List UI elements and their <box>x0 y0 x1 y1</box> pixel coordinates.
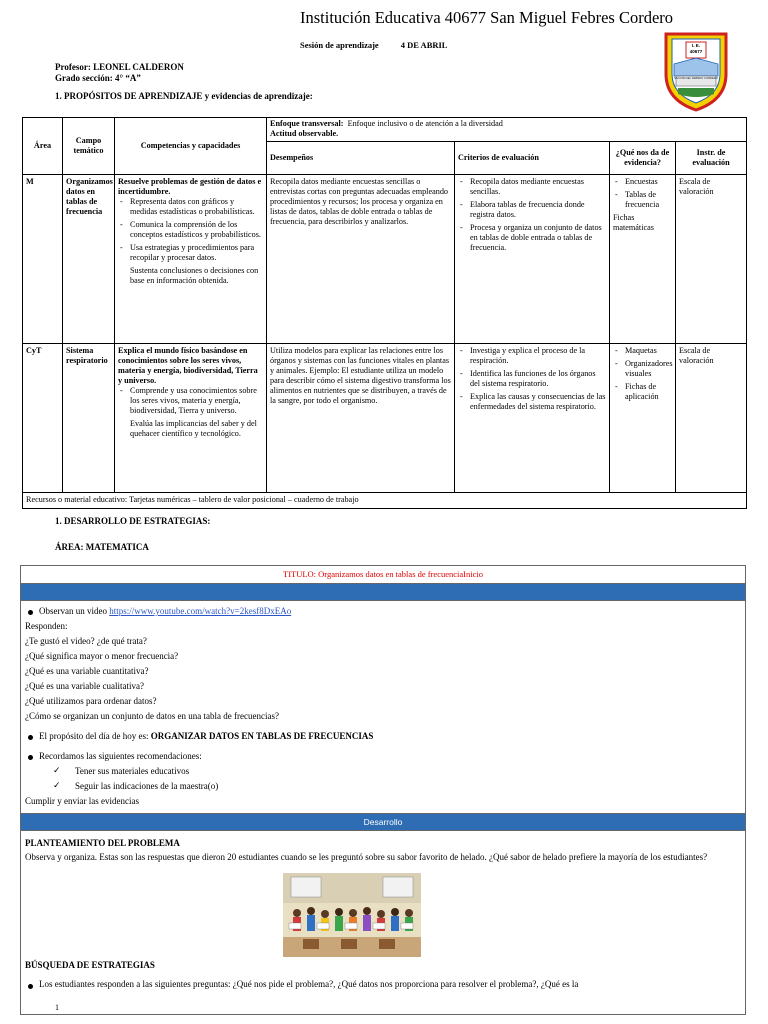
proposito-line: El propósito del día de hoy es: ORGANIZAR DATOS EN TABLAS DE FRECUENCIAS <box>25 729 741 744</box>
evidencia-item: - Tablas de frecuencia <box>613 190 672 210</box>
instrumento: Escala de valoración <box>676 344 747 493</box>
planteamiento-title: PLANTEAMIENTO DEL PROBLEMA <box>25 838 180 848</box>
desarrollo-bar: Desarrollo <box>21 813 745 831</box>
session-box <box>20 565 746 1015</box>
row-area: M <box>26 177 34 186</box>
session-date: 4 DE ABRIL <box>400 40 448 50</box>
criterio-item: - Elabora tablas de frecuencia donde registra datos. <box>458 200 606 220</box>
page-number: 1 <box>55 1003 59 1012</box>
question-item: ¿Qué es una variable cualitativa? <box>25 681 144 691</box>
header-instrumento: Instr. de evaluación <box>676 142 747 175</box>
criterio-item: - Procesa y organiza un conjunto de datos en tablas de doble entrada o tablas de frecuencia. <box>458 223 606 253</box>
question-item: ¿Qué es una variable cuantitativa? <box>25 666 149 676</box>
cumplir-line: Cumplir y enviar las evidencias <box>25 796 139 806</box>
school-logo <box>662 30 730 112</box>
criterio-item: - Explica las causas y consecuencias de las enfermedades del sistema respiratorio. <box>458 392 606 412</box>
competencia-title: Resuelve problemas de gestión de datos e incertidumbre. <box>118 177 262 196</box>
recomendacion-item: ✓ Tener sus materiales educativos <box>25 764 741 779</box>
capacidad-item: - Representa datos con gráficos y medidas estadísticas o probabilísticas. <box>118 197 263 217</box>
evidencia-item: - Fichas de aplicación <box>613 382 672 402</box>
row-area: CyT <box>26 346 42 355</box>
competencia-extra: Evalúa las implicancias del saber y del quehacer científico y tecnológico. <box>130 419 257 438</box>
evidencia-item: - Encuestas <box>613 177 672 187</box>
area-title: ÁREA: MATEMATICA <box>55 542 149 552</box>
capacidad-item: - Comunica la comprensión de los conceptos estadísticos y probabilísticos. <box>118 220 263 240</box>
teacher-info <box>55 62 184 84</box>
video-line: Observan un video https://www.youtube.com/watch?v=2kesf8DxEAo <box>25 604 741 619</box>
logo-band: SAN MIGUEL FEBRES CORDERO <box>673 76 719 80</box>
inicio-bar <box>21 584 745 601</box>
planteamiento-text: Observa y organiza. Estas son las respuestas que dieron 20 estudiantes cuando se les preguntó sobre su sabor favorito de helado. ¿Qué sabor de helado prefiere la mayoría de los estudiantes? <box>25 852 708 862</box>
recordamos-line: Recordamos las siguientes recomendaciones: <box>25 749 741 764</box>
grade-section: Grado sección: 4° “A” <box>55 73 141 83</box>
institution-title: Institución Educativa 40677 San Miguel Febres Cordero <box>300 8 674 27</box>
evidencia-item: - Organizadores visuales <box>613 359 672 379</box>
capacidad-item: - Comprende y usa conocimientos sobre los seres vivos, materia y energía, biodiversidad, Tierra y universo. <box>118 386 263 416</box>
section1-title: 1. PROPÓSITOS DE APRENDIZAJE y evidencias de aprendizaje: <box>55 91 313 101</box>
recomendacion-item: ✓ Seguir las indicaciones de la maestra(o) <box>25 779 741 794</box>
learning-purposes-table <box>22 117 747 509</box>
header-area: Área <box>23 118 63 175</box>
header-enfoque: Enfoque transversal: Enfoque inclusivo o de atención a la diversidad Actitud observable. <box>267 118 747 142</box>
criterio-item: - Recopila datos mediante encuestas sencillas. <box>458 177 606 197</box>
header-criterios: Criterios de evaluación <box>455 142 610 175</box>
instrumento: Escala de valoración <box>676 175 747 344</box>
evidencia-item: - Maquetas <box>613 346 672 356</box>
table-row <box>23 344 747 493</box>
row-campo: Sistema respiratorio <box>66 346 108 365</box>
teacher-name: Profesor: LEONEL CALDERON <box>55 62 184 72</box>
competencia-extra: Sustenta conclusiones o decisiones con base en información obtenida. <box>130 266 259 285</box>
header-campo: Campo temático <box>63 118 115 175</box>
busqueda-text: Los estudiantes responden a las siguientes preguntas: ¿Qué nos pide el problema?, ¿Qué datos nos proporciona para resolver el problema?, ¿Qué es la <box>25 978 741 990</box>
logo-text: I. E. 40677 <box>689 43 703 54</box>
row-campo: Organizamos datos en tablas de frecuencia <box>66 177 113 216</box>
criterio-item: - Investiga y explica el proceso de la respiración. <box>458 346 606 366</box>
question-item: ¿Te gustó el video? ¿de qué trata? <box>25 636 147 646</box>
desempeno-text: Utiliza modelos para explicar las relaciones entre los órganos y sistemas con las funciones vitales en plantas y animales. Ejemplo: El estudiante utiliza un modelo para describir cómo el sistema digestivo transforma los alimentos en nutrientes que se distribuyen, a través de la sangre, por todo el organismo. <box>267 344 455 493</box>
table-row <box>23 175 747 344</box>
question-item: ¿Qué utilizamos para ordenar datos? <box>25 696 157 706</box>
criterio-item: - Identifica las funciones de los órganos del sistema respiratorio. <box>458 369 606 389</box>
header-desempenos: Desempeños <box>267 142 455 175</box>
recursos-row: Recursos o material educativo: Tarjetas numéricas – tablero de valor posicional – cuaderno de trabajo <box>23 493 747 509</box>
header-evidencia: ¿Qué nos da de evidencia? <box>610 142 676 175</box>
section2-title: 1. DESARROLLO DE ESTRATEGIAS: <box>55 516 211 526</box>
evidencia-extra: Fichas matemáticas <box>613 213 654 232</box>
session-line <box>300 40 447 51</box>
session-title: TITULO: Organizamos datos en tablas de frecuenciaInicio <box>21 566 745 584</box>
competencia-title: Explica el mundo físico basándose en conocimientos sobre los seres vivos, materia y energía, biodiversidad, Tierra y universo. <box>118 346 258 385</box>
question-item: ¿Qué significa mayor o menor frecuencia? <box>25 651 179 661</box>
question-item: ¿Cómo se organizan un conjunto de datos en una tabla de frecuencias? <box>25 711 279 721</box>
session-label: Sesión de aprendizaje <box>300 40 379 50</box>
header-competencias: Competencias y capacidades <box>115 118 267 175</box>
busqueda-title: BÚSQUEDA DE ESTRATEGIAS <box>25 960 155 970</box>
desempeno-text: Recopila datos mediante encuestas sencillas o entrevistas cortas con preguntas adecuadas empleando procedimientos y recursos; los procesa y organiza en listas de datos, tablas de doble entrada o tablas de frecuencia, para describirlos y analizarlos. <box>267 175 455 344</box>
responden-label: Responden: <box>25 621 68 631</box>
classroom-image <box>25 863 741 957</box>
video-link[interactable]: https://www.youtube.com/watch?v=2kesf8DxEAo <box>109 606 292 616</box>
capacidad-item: - Usa estrategias y procedimientos para recopilar y procesar datos. <box>118 243 263 263</box>
